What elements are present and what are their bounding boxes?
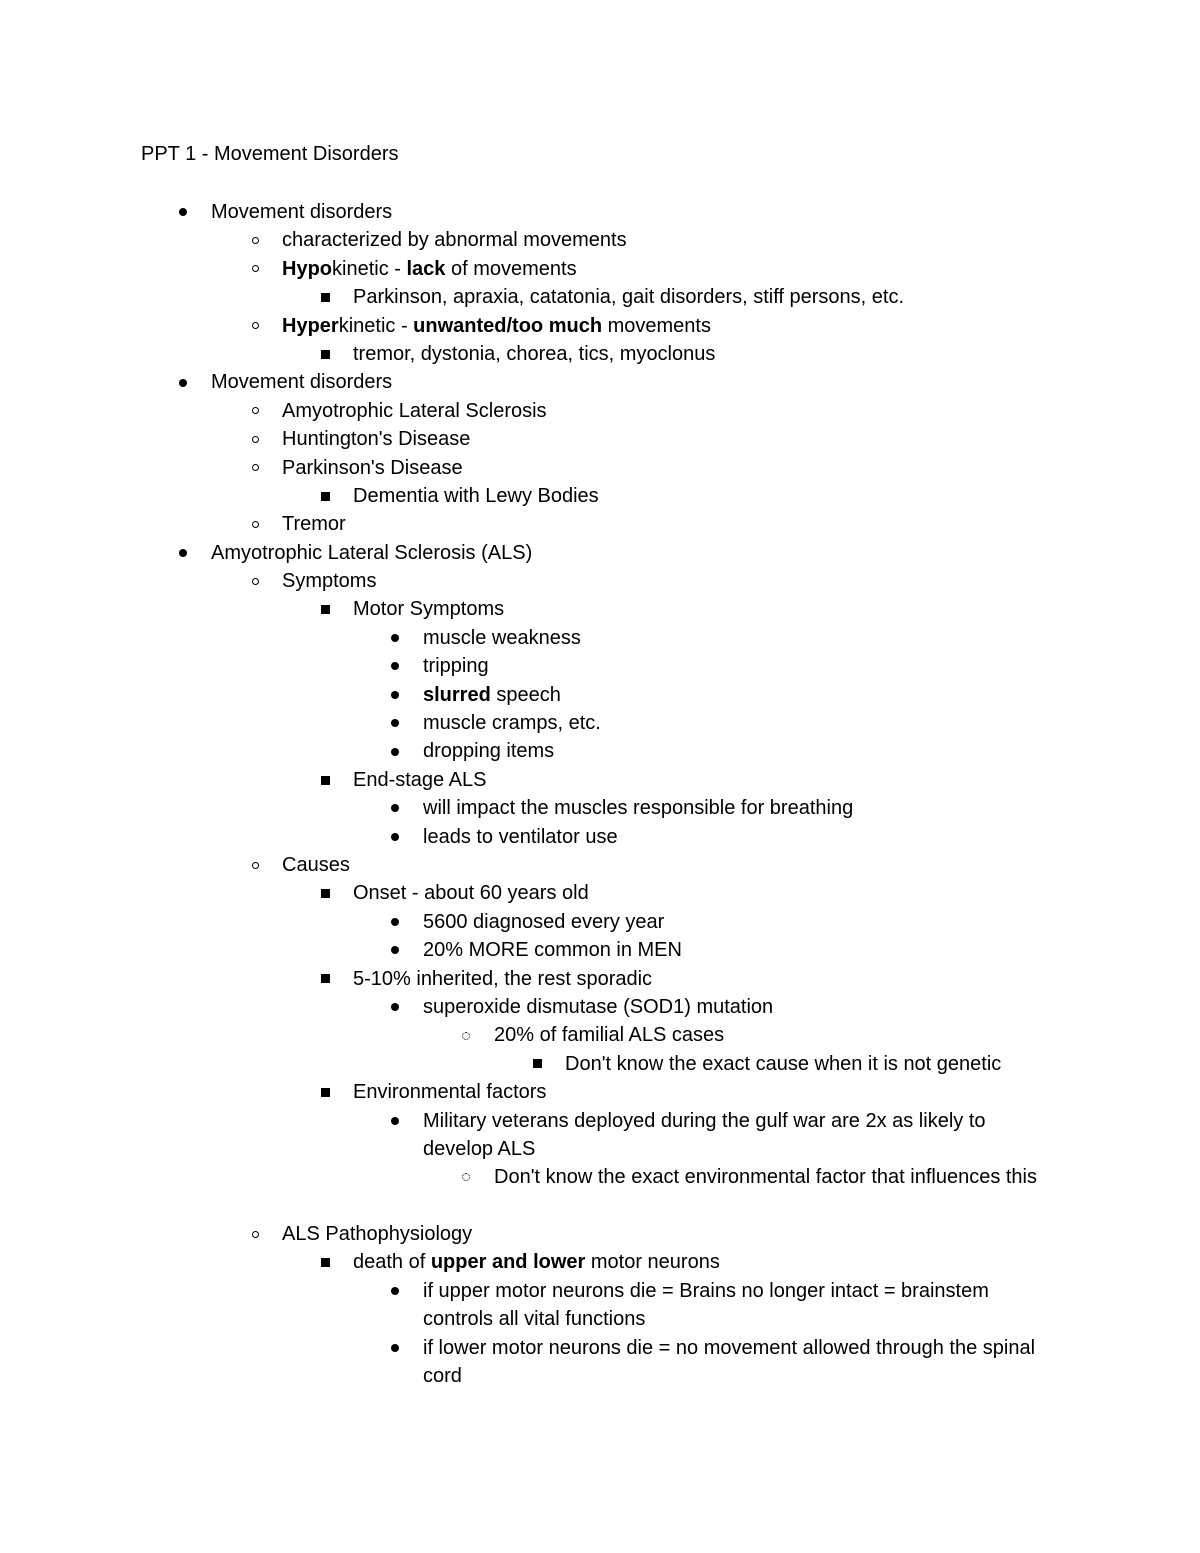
text-run: death of [353,1251,431,1274]
circle-bullet-icon [245,510,265,538]
outline-item-text [282,510,1050,538]
outline-item-text [211,368,1050,396]
outline-item [0,624,1200,652]
text-run: Military veterans deployed during the gulf war are 2x as likely to develop ALS [423,1109,986,1160]
outline-item [0,1334,1200,1391]
outline-item [0,567,1200,595]
text-run: characterized by abnormal movements [282,229,627,252]
outline-item-text [282,567,1050,595]
outline-item [0,908,1200,936]
outline-item-text [423,794,1050,822]
outline-item-text [423,823,1050,851]
text-run: 20% MORE common in MEN [423,939,682,962]
outline-item [0,709,1200,737]
text-run: Environmental factors [353,1081,547,1104]
disc-bullet-icon [385,1334,405,1362]
text-run: speech [490,683,561,706]
document-title: PPT 1 - Movement Disorders [141,143,399,165]
circle-bullet-icon [245,226,265,254]
outline-item [0,1078,1200,1106]
text-run: will impact the muscles responsible for breathing [423,797,854,820]
text-run: Don't know the exact environmental factor that influences this [494,1166,1037,1189]
disc-bullet-icon [173,198,193,226]
circle-bullet-icon [245,1220,265,1248]
outline-item-text [423,993,1050,1021]
outline-item [0,737,1200,765]
disc-bullet-icon [385,936,405,964]
outline-item-text [353,595,1050,623]
disc-bullet-icon [173,368,193,396]
bold-text-run: lack [406,257,446,280]
outline-item [0,1248,1200,1276]
outline-item-text [282,454,1050,482]
text-run: motor neurons [585,1251,720,1274]
outline-item-text [423,936,1050,964]
text-run: Parkinson's Disease [282,456,463,479]
text-run: dropping items [423,740,555,763]
outline-item-text [423,709,1050,737]
circle-bullet-icon [245,851,265,879]
text-run: of movements [445,257,577,280]
circle-bullet-icon [245,454,265,482]
outline-item [0,823,1200,851]
text-run: tremor, dystonia, chorea, tics, myoclonus [353,342,716,365]
text-run: if upper motor neurons die = Brains no longer intact = brainstem controls all vital functions [423,1279,989,1331]
square-bullet-icon [315,283,335,311]
text-run: kinetic - [338,314,414,337]
outline-item-text [282,312,1050,340]
text-run: Movement disorders [211,201,393,223]
outline-item-text [211,198,1050,226]
circle-bullet-icon [245,255,265,283]
outline-item [0,936,1200,964]
circle-bullet-icon [245,397,265,425]
text-run: muscle cramps, etc. [423,712,601,735]
outline-item-text [423,1107,1050,1164]
outline-item-text [282,255,1050,283]
outline-item [0,283,1200,311]
outline-item-text [353,766,1050,794]
text-run: Motor Symptoms [353,598,505,621]
bold-text-run: Hyper [282,314,339,337]
outline-item [0,794,1200,822]
outline-item-text [423,652,1050,680]
text-run: Huntington's Disease [282,428,471,451]
circle-bullet-icon [245,425,265,453]
outline-item-text [353,482,1050,510]
outline-item [0,993,1200,1021]
text-run: 20% of familial ALS cases [494,1024,725,1047]
text-run: tripping [423,655,489,678]
outline-item-text [282,851,1050,879]
disc-bullet-icon [385,993,405,1021]
outline-item-text [353,283,1050,311]
outline-item [0,340,1200,368]
text-run: Onset - about 60 years old [353,882,589,905]
text-run: kinetic - [332,257,407,280]
outline-item-text [353,1078,1050,1106]
outline-item [0,482,1200,510]
outline-item-text [282,1220,1050,1248]
outline-item-text [282,226,1050,254]
outline-item [0,312,1200,340]
outline-item [0,595,1200,623]
text-run: 5-10% inherited, the rest sporadic [353,967,653,990]
outline-item-text [423,908,1050,936]
text-run: movements [602,314,711,337]
outline-item [0,681,1200,709]
text-run: 5600 diagnosed every year [423,910,665,933]
dotted-bullet-icon [456,1163,476,1191]
bold-text-run: Hypo [282,257,332,280]
text-run: muscle weakness [423,626,581,649]
outline-item-text [353,340,1050,368]
outline-item [0,851,1200,879]
outline-item [0,1163,1200,1220]
disc-bullet-icon [385,794,405,822]
outline-item [0,397,1200,425]
text-run: if lower motor neurons die = no movement allowed through the spinal cord [423,1336,1036,1388]
text-run: Don't know the exact cause when it is not genetic [565,1052,1002,1075]
outline-item [0,1220,1200,1248]
outline-item [0,226,1200,254]
bullet-outline [0,198,1200,1390]
text-run: ALS Pathophysiology [282,1223,473,1246]
outline-item-text [423,1277,1050,1334]
text-run: Parkinson, apraxia, catatonia, gait disorders, stiff persons, etc. [353,286,905,309]
outline-item [0,539,1200,567]
square-bullet-icon [315,340,335,368]
outline-item-text [494,1021,1050,1049]
outline-item-text [211,539,1050,567]
outline-item [0,965,1200,993]
outline-item [0,454,1200,482]
dotted-bullet-icon [456,1021,476,1049]
disc-bullet-icon [385,908,405,936]
circle-bullet-icon [245,567,265,595]
outline-item [0,1050,1200,1078]
bold-text-run: unwanted/too much [413,314,603,337]
outline-item-text [282,425,1050,453]
outline-item-text [423,737,1050,765]
outline-item [0,368,1200,396]
outline-item-text [494,1163,1050,1191]
disc-bullet-icon [385,1277,405,1305]
square-bullet-icon [315,766,335,794]
outline-item [0,652,1200,680]
disc-bullet-icon [385,737,405,765]
text-run: Causes [282,853,350,876]
bold-text-run: slurred [423,683,491,706]
outline-item [0,510,1200,538]
disc-bullet-icon [385,652,405,680]
text-run: End-stage ALS [353,768,487,791]
square-bullet-icon [315,1078,335,1106]
disc-bullet-icon [173,539,193,567]
circle-bullet-icon [245,312,265,340]
disc-bullet-icon [385,1107,405,1135]
outline-item [0,766,1200,794]
text-run: Symptoms [282,570,377,593]
square-bullet-icon [527,1050,547,1078]
disc-bullet-icon [385,823,405,851]
text-run: Amyotrophic Lateral Sclerosis [282,399,547,422]
square-bullet-icon [315,595,335,623]
outline-item [0,1107,1200,1164]
outline-item [0,1277,1200,1334]
square-bullet-icon [315,482,335,510]
text-run: Amyotrophic Lateral Sclerosis (ALS) [211,541,533,564]
text-run: Dementia with Lewy Bodies [353,484,599,507]
text-run: Movement disorders [211,371,393,394]
text-run: superoxide dismutase (SOD1) mutation [423,995,774,1018]
outline-item-text [565,1050,1050,1078]
outline-item [0,879,1200,907]
square-bullet-icon [315,879,335,907]
square-bullet-icon [315,1248,335,1276]
outline-item [0,1021,1200,1049]
text-run: Tremor [282,513,346,536]
disc-bullet-icon [385,624,405,652]
outline-item [0,255,1200,283]
outline-item [0,425,1200,453]
outline-item-text [353,1248,1050,1276]
disc-bullet-icon [385,709,405,737]
text-run: leads to ventilator use [423,825,618,848]
outline-item-text [282,397,1050,425]
disc-bullet-icon [385,681,405,709]
outline-item-text [423,681,1050,709]
outline-item-text [353,965,1050,993]
outline-item [0,198,1200,226]
outline-item-text [423,1334,1050,1391]
outline-item-text [353,879,1050,907]
bold-text-run: upper and lower [430,1251,586,1274]
square-bullet-icon [315,965,335,993]
outline-item-text [423,624,1050,652]
